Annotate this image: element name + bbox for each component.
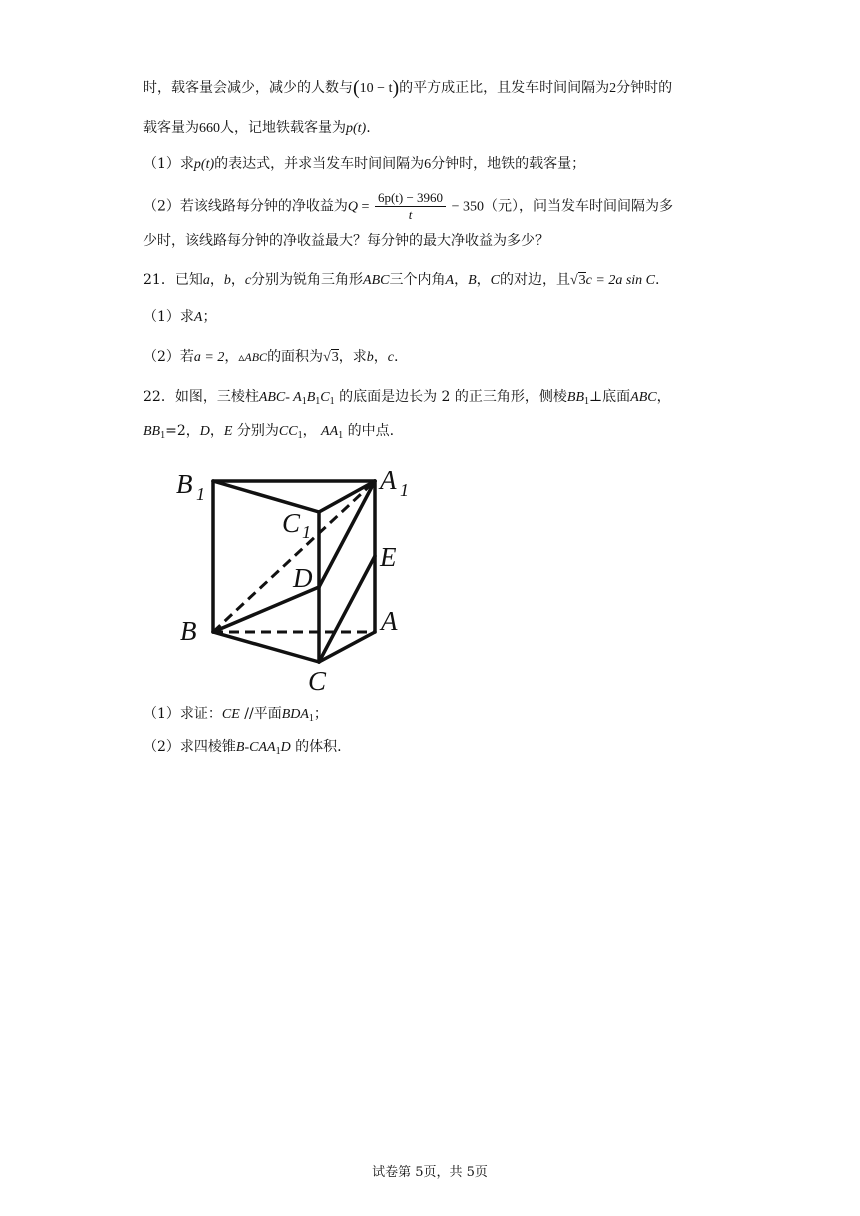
label-B1-sub: 1 xyxy=(196,484,205,504)
q21-part-2: （2）若a = 2，▵ABC的面积为√3，求b，c. xyxy=(143,349,399,365)
q20-part-2: （2）若该线路每分钟的净收益为Q = $\frac{6p(t) - 3960}{t}$ − 350（元），问当发车时间间隔为多 xyxy=(143,190,673,222)
prism-figure xyxy=(170,460,420,700)
label-C1-sub: 1 xyxy=(302,522,311,542)
segment-B-D xyxy=(213,587,319,632)
q20-text-line-1: 时，载客量会减少，减少的人数与(10 − t)的平方成正比，且发车时间间隔为2分钟时的 xyxy=(143,77,673,99)
q22-part-2: （2）求四棱锥$B-CAA_1D$ 的体积. xyxy=(143,739,342,757)
page-footer: 试卷第 5页，共 5页 xyxy=(372,1165,488,1180)
q22-stem-line-1: 22．如图，三棱柱ABC- $A_1B_1C_1$ 的底面是边长为 2 的正三角形，侧棱$BB_1\perp$底面ABC， xyxy=(143,389,671,407)
q20-text-line-2: 载客量为660人，记地铁载客量为p(t). xyxy=(143,120,371,136)
q20-part-2-cont: 少时，该线路每分钟的净收益最大？每分钟的最大净收益为多少？ xyxy=(143,233,549,249)
net-revenue-fraction: $\frac{6p(t) - 3960}{t}$ xyxy=(375,190,446,223)
label-A1: A xyxy=(380,465,397,495)
label-D: D xyxy=(293,563,313,593)
q22-stem-line-2: $BB_1=2$，D，E 分别为$CC_1$， $AA_1$ 的中点. xyxy=(143,423,395,441)
label-A1-sub: 1 xyxy=(400,480,409,500)
q20-part-1: （1）求p(t)的表达式，并求当发车时间间隔为6分钟时，地铁的载客量； xyxy=(143,156,586,172)
label-B1: B xyxy=(176,469,193,499)
label-C1: C xyxy=(282,508,301,538)
label-A: A xyxy=(381,606,398,636)
q21-stem: 21．已知a，b，c分别为锐角三角形ABC三个内角A，B，C的对边，且√3c = 2a sin C. xyxy=(143,272,660,288)
label-B: B xyxy=(180,616,197,646)
q21-part-1: （1）求A； xyxy=(143,309,217,325)
q22-part-1: （1）求证：CE //平面$BDA_1$； xyxy=(143,706,328,724)
edge-B1-C1 xyxy=(213,481,319,512)
label-E: E xyxy=(380,542,397,572)
edge-B-C xyxy=(213,632,319,662)
label-C: C xyxy=(308,666,327,696)
